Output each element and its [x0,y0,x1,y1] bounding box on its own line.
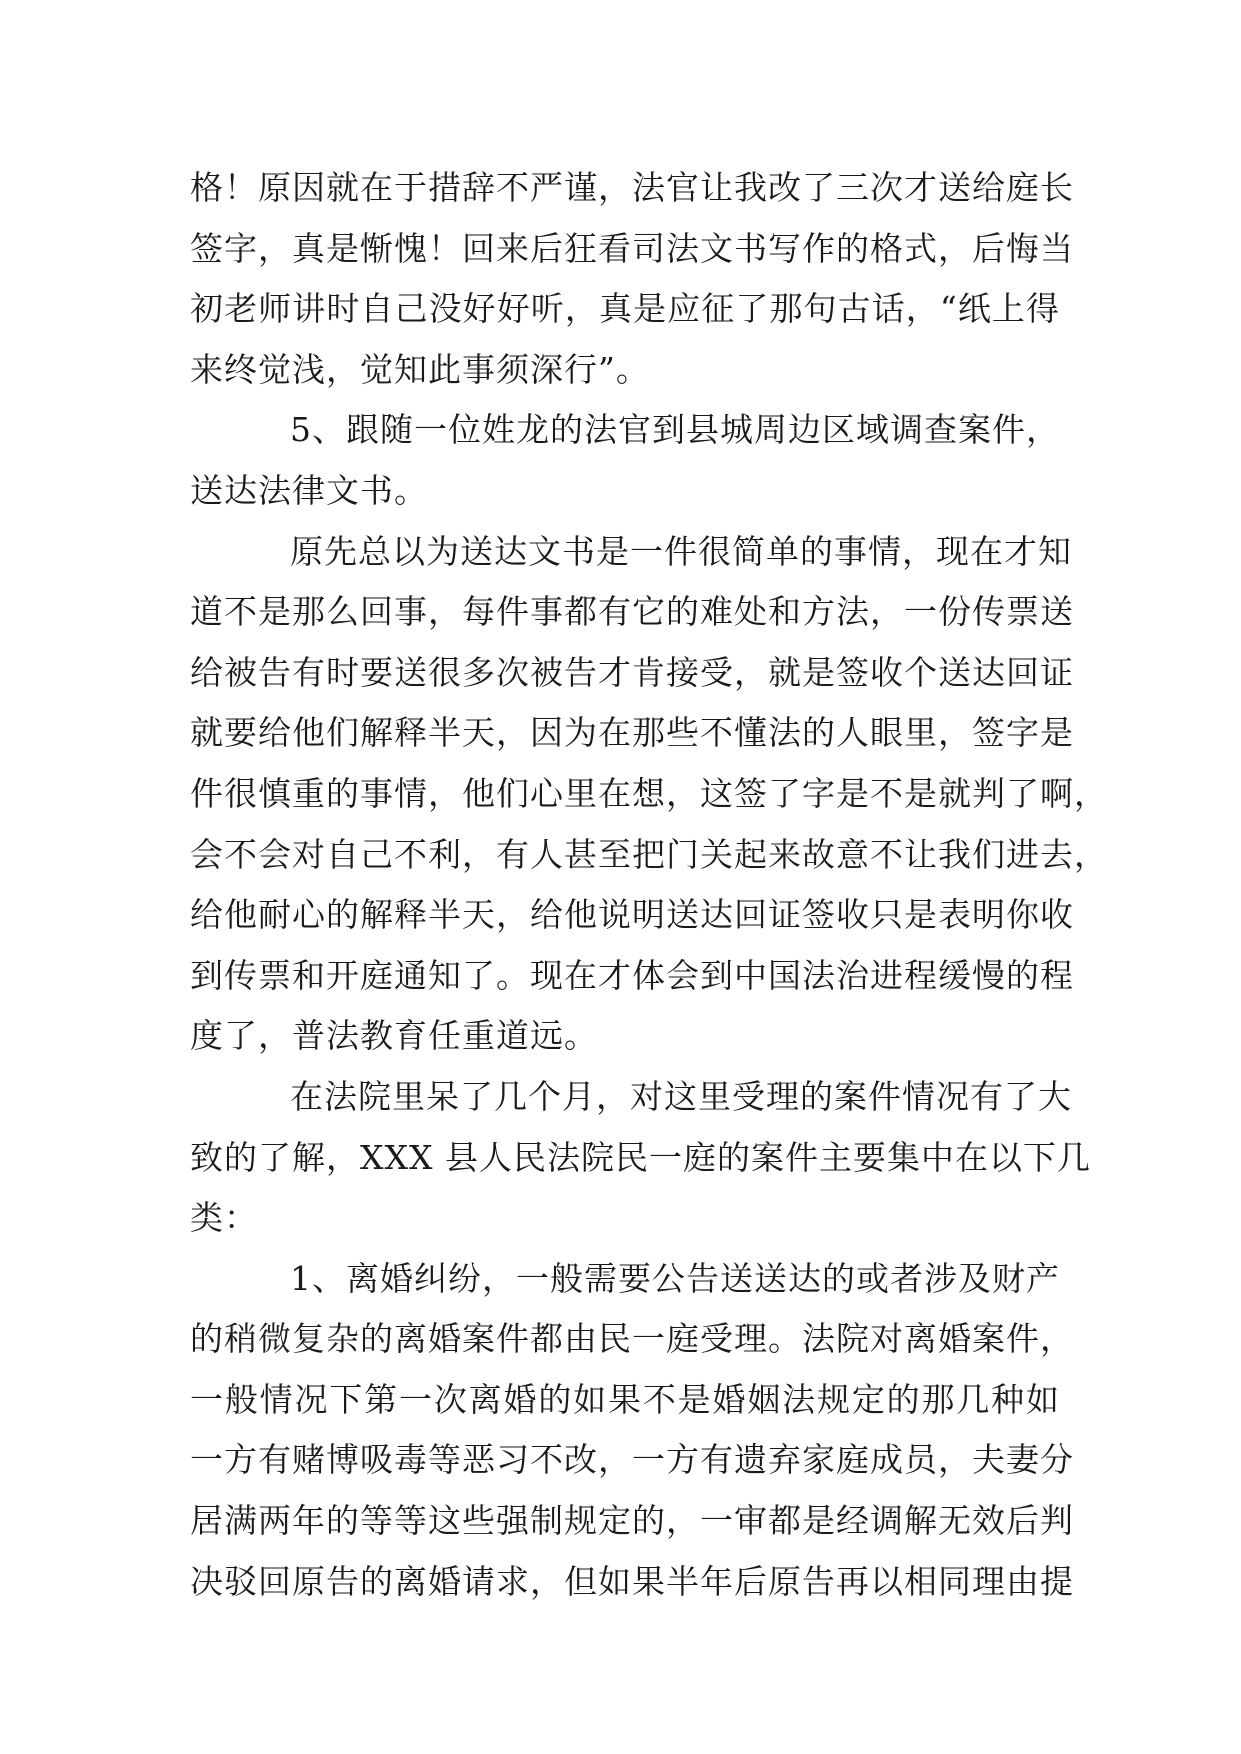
text-line: 一方有赌博吸毒等恶习不改，一方有遗弃家庭成员，夫妻分 [190,1440,1074,1480]
text-line: 的稍微复杂的离婚案件都由民一庭受理。法院对离婚案件， [190,1319,1074,1359]
text-line: 来终觉浅，觉知此事须深行”。 [190,349,650,389]
text-line: 类： [190,1198,258,1238]
text-line: 给他耐心的解释半天，给他说明送达回证签收只是表明你收 [190,895,1074,935]
text-line: 签字，真是惭愧！回来后狂看司法文书写作的格式，后悔当 [190,228,1074,268]
text-line: 到传票和开庭通知了。现在才体会到中国法治进程缓慢的程 [190,955,1074,995]
paragraph-start-line: 在法院里呆了几个月，对这里受理的案件情况有了大 [290,1076,1072,1116]
text-line: 件很慎重的事情，他们心里在想，这签了字是不是就判了啊， [190,773,1108,813]
text-line: 一般情况下第一次离婚的如果不是婚姻法规定的那几种如 [190,1379,1060,1419]
text-line: 给被告有时要送很多次被告才肯接受，就是签收个送达回证 [190,652,1074,692]
document-body [190,158,1108,1612]
text-line: 度了，普法教育任重道远。 [190,1016,598,1056]
text-line: 初老师讲时自己没好好听，真是应征了那句古话，“纸上得 [190,289,1060,329]
text-line: 送达法律文书。 [190,470,428,510]
text-line: 格！原因就在于措辞不严谨，法官让我改了三次才送给庭长 [190,168,1074,207]
text-line: 决驳回原告的离婚请求，但如果半年后原告再以相同理由提 [190,1561,1074,1601]
paragraph-start-line: 原先总以为送达文书是一件很简单的事情，现在才知 [290,531,1072,571]
paragraph-start-line: 5、跟随一位姓龙的法官到县城周边区域调查案件， [290,410,1060,450]
paragraph-start-line: 1、离婚纠纷，一般需要公告送送达的或者涉及财产 [290,1258,1060,1298]
text-line: 致的了解，XXX 县人民法院民一庭的案件主要集中在以下几 [190,1137,1091,1177]
text-line: 居满两年的等等这些强制规定的，一审都是经调解无效后判 [190,1501,1074,1541]
text-line: 道不是那么回事，每件事都有它的难处和方法，一份传票送 [190,592,1074,632]
text-line: 会不会对自己不利，有人甚至把门关起来故意不让我们进去， [190,834,1108,874]
text-line: 就要给他们解释半天，因为在那些不懂法的人眼里，签字是 [190,713,1074,753]
